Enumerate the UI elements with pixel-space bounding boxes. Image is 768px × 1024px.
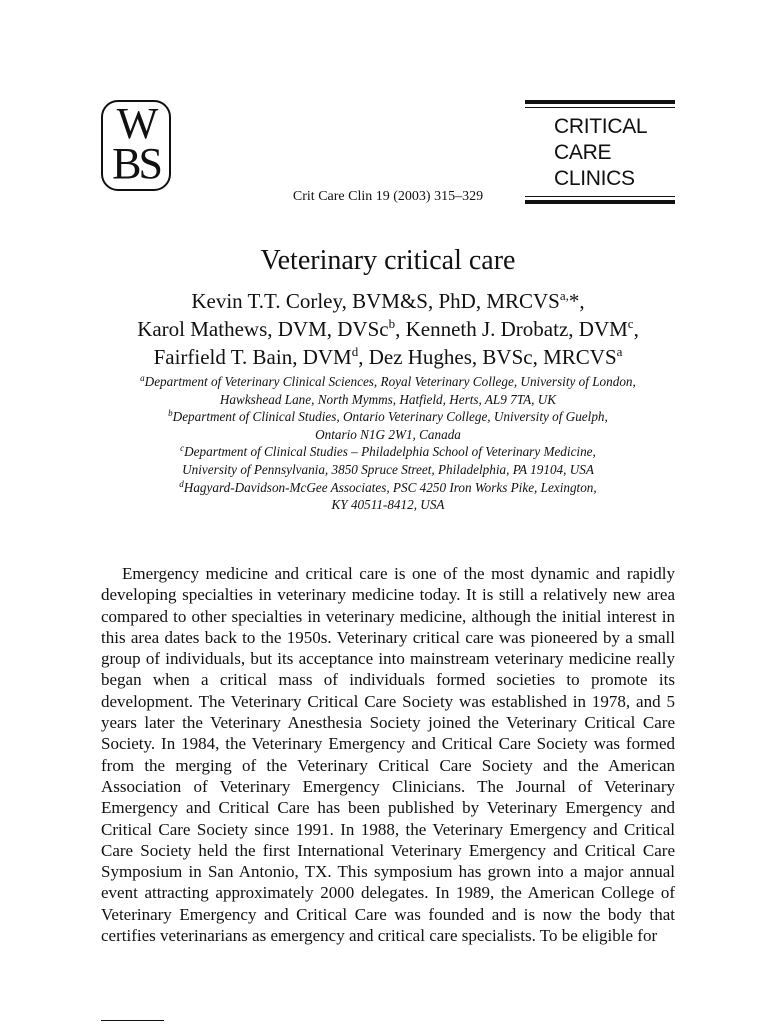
masthead-rule-top-thin [525, 107, 675, 108]
affiliation-list [100, 373, 676, 514]
affiliation: $^d$Hagyard-Davidson-McGee Associates, PSC 4250 Iron Works Pike, Lexington, KY 40511-8412, USA [179, 478, 597, 513]
masthead-rule-top [525, 100, 675, 104]
affiliation: $^c$Department of Clinical Studies – Philadelphia School of Veterinary Medicine, University of Pennsylvania, 3850 Spruce Street, Philadelphia, PA 19104, USA [180, 443, 596, 477]
author-line-1: Kevin T.T. Corley, BVM&S, PhD, $MRCVS^{a,}*$, [191, 288, 585, 313]
affiliation: $^a$Department of Veterinary Clinical Sciences, Royal Veterinary College, University of London, Hawkshead Lane, North Mymms, Hatfield, Herts, AL9 7TA, UK [140, 373, 636, 407]
body-paragraph: Emergency medicine and critical care is one of the most dynamic and rapidly developing specialties in veterinary medicine today. It is still a relatively new area compared to other specialties in veterinary medicine, although the initial interest in this area dates back to the 1950s. Veterinary critical care was pioneered by a small group of individuals, but its acceptance into mainstream veterinary medicine really began when a critical mass of individuals formed societies to promote its development. The Veterinary Critical Care Society was established in 1978, and 5 years later the Veterinary Anesthesia Society joined the Veterinary Critical Care Society. In 1984, the Veterinary Emergency and Critical Care Society was formed from the merging of the Veterinary Critical Care Society and the American Association of Veterinary Emergency Clinicians. The Journal of Veterinary Emergency and Critical Care has been published by Veterinary Emergency and Critical Care Society since 1991. In 1988, the Veterinary Emergency and Critical Care Society held the first International Veterinary Emergency and Critical Care Symposium in San Antonio, TX. This symposium has grown into a major annual event attracting approximately 2000 delegates. In 1989, the American College of Veterinary Emergency and Critical Care was founded and is now the body that certifies veterinarians as emergency and critical care specialists. To be eligible for [101, 564, 675, 946]
body-text [101, 563, 675, 946]
author-line-2: Karol Mathews, DVM, DVSc$^b$, Kenneth J. Drobatz, DVM$^c$, [137, 316, 639, 341]
author-list [90, 287, 686, 371]
masthead-rule-bottom [525, 200, 675, 204]
author-name: Dez Hughes, BVSc, MRCVS [368, 345, 617, 369]
author-name: Kevin T.T. Corley, BVM&S, PhD, MRCVS [191, 289, 560, 313]
affiliation: $^b$Department of Clinical Studies, Ontario Veterinary College, University of Guelph, Ontario N1G 2W1, Canada [168, 408, 608, 442]
author-name: Kenneth J. Drobatz, DVM [405, 317, 628, 341]
logo-line-bottom: BS [112, 139, 160, 188]
author-name: Karol Mathews, DVM, DVSc [137, 317, 389, 341]
article-title: Veterinary critical care [260, 245, 516, 276]
journal-name-line-1: CRITICAL [554, 115, 648, 138]
citation-line: Crit Care Clin 19 (2003) 315–329 [292, 189, 484, 204]
author-line-3: Fairfield T. Bain, DVM$^d$, Dez Hughes, BVSc, MRCVS$^a$ [153, 344, 623, 369]
journal-masthead [525, 100, 675, 205]
footnote-rule [101, 1020, 164, 1021]
author-name: Fairfield T. Bain, DVM [153, 345, 352, 369]
journal-name-line-2: CARE [554, 141, 612, 164]
journal-name-line-3: CLINICS [554, 167, 635, 190]
masthead-rule-bottom-thin [525, 196, 675, 197]
publisher-logo [101, 100, 171, 191]
logo-line-top: W [116, 99, 156, 148]
